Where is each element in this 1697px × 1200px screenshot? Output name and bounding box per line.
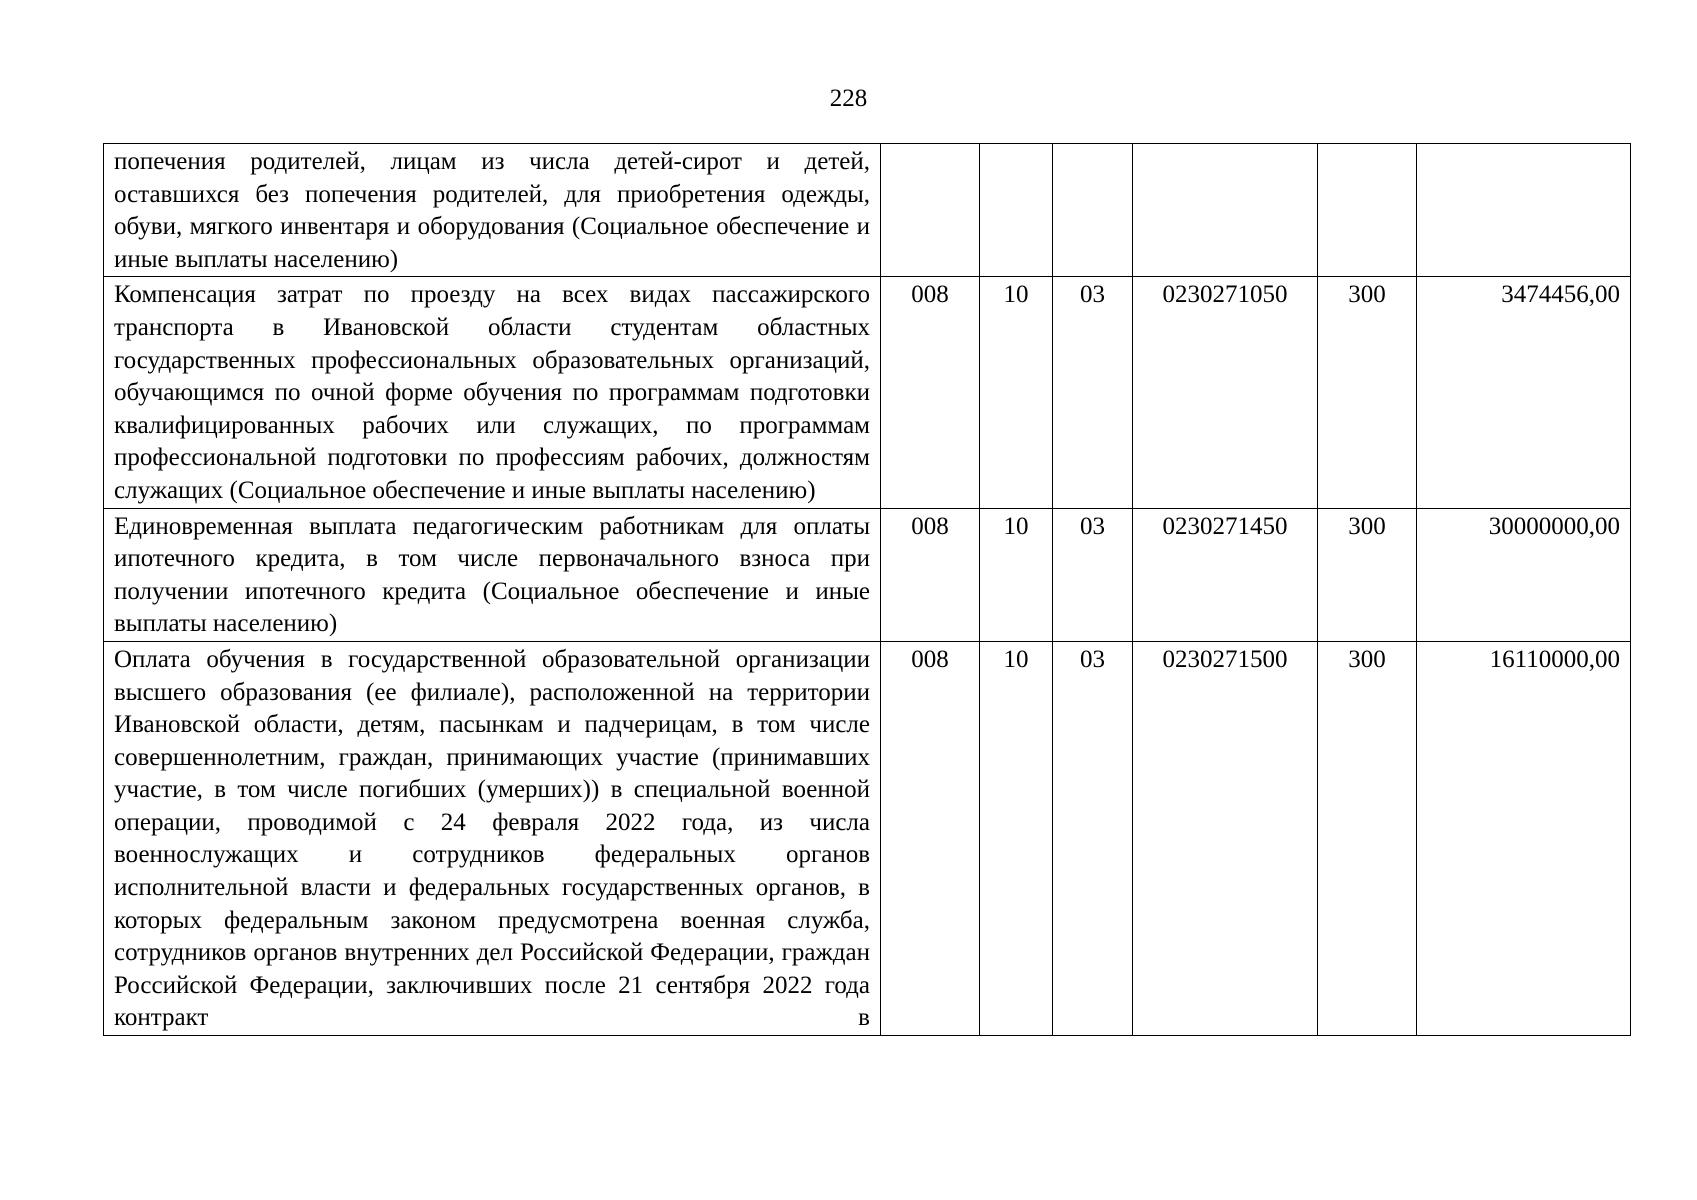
- section-code: [980, 144, 1053, 277]
- expense-type-code: 300: [1318, 508, 1417, 641]
- expense-type-code: 300: [1318, 277, 1417, 508]
- expense-type-code: 300: [1318, 641, 1417, 1035]
- target-article-code: 0230271500: [1133, 641, 1318, 1035]
- subsection-code: 03: [1053, 508, 1133, 641]
- amount-value: 16110000,00: [1417, 641, 1631, 1035]
- ministry-code: 008: [881, 508, 980, 641]
- amount-value: 3474456,00: [1417, 277, 1631, 508]
- subsection-code: 03: [1053, 277, 1133, 508]
- table-row: [104, 144, 1631, 277]
- table-row: [104, 277, 1631, 508]
- target-article-code: 0230271450: [1133, 508, 1318, 641]
- section-code: 10: [980, 508, 1053, 641]
- expense-type-code: [1318, 144, 1417, 277]
- page-number: 228: [829, 85, 868, 112]
- row-description: попечения родителей, лицам из числа детей-сирот и детей, оставшихся без попечения родителей, для приобретения одежды, обуви, мягкого инвентаря и оборудования (Социальное обеспечение и иные выплаты населению): [104, 144, 881, 277]
- section-code: 10: [980, 641, 1053, 1035]
- row-description: Оплата обучения в государственной образовательной организации высшего образования (ее филиале), расположенной на территории Ивановской области, детям, пасынкам и падчерицам, в том числе совершеннолетним, граждан, принимающих участие (принимавших участие, в том числе погибших (умерших)) в специальной военной операции, проводимой с 24 февраля 2022 года, из числа военнослужащих и сотрудников федеральных органов исполнительной власти и федеральных государственных органов, в которых федеральным законом предусмотрена военная служба, сотрудников органов внутренних дел Российской Федерации, граждан Российской Федерации, заключивших после 21 сентября 2022 года контракт в: [104, 641, 881, 1035]
- table-row: [104, 508, 1631, 641]
- subsection-code: [1053, 144, 1133, 277]
- amount-value: [1417, 144, 1631, 277]
- section-code: 10: [980, 277, 1053, 508]
- row-description: Единовременная выплата педагогическим работникам для оплаты ипотечного кредита, в том числе первоначального взноса при получении ипотечного кредита (Социальное обеспечение и иные выплаты населению): [104, 508, 881, 641]
- subsection-code: 03: [1053, 641, 1133, 1035]
- ministry-code: 008: [881, 277, 980, 508]
- target-article-code: 0230271050: [1133, 277, 1318, 508]
- table-row: [104, 641, 1631, 1035]
- budget-table: [103, 143, 1631, 1036]
- target-article-code: [1133, 144, 1318, 277]
- ministry-code: 008: [881, 641, 980, 1035]
- ministry-code: [881, 144, 980, 277]
- amount-value: 30000000,00: [1417, 508, 1631, 641]
- row-description: Компенсация затрат по проезду на всех видах пассажирского транспорта в Ивановской области студентам областных государственных профессиональных образовательных организаций, обучающимся по очной форме обучения по программам подготовки квалифицированных рабочих или служащих, по программам профессиональной подготовки по профессиям рабочих, должностям служащих (Социальное обеспечение и иные выплаты населению): [104, 277, 881, 508]
